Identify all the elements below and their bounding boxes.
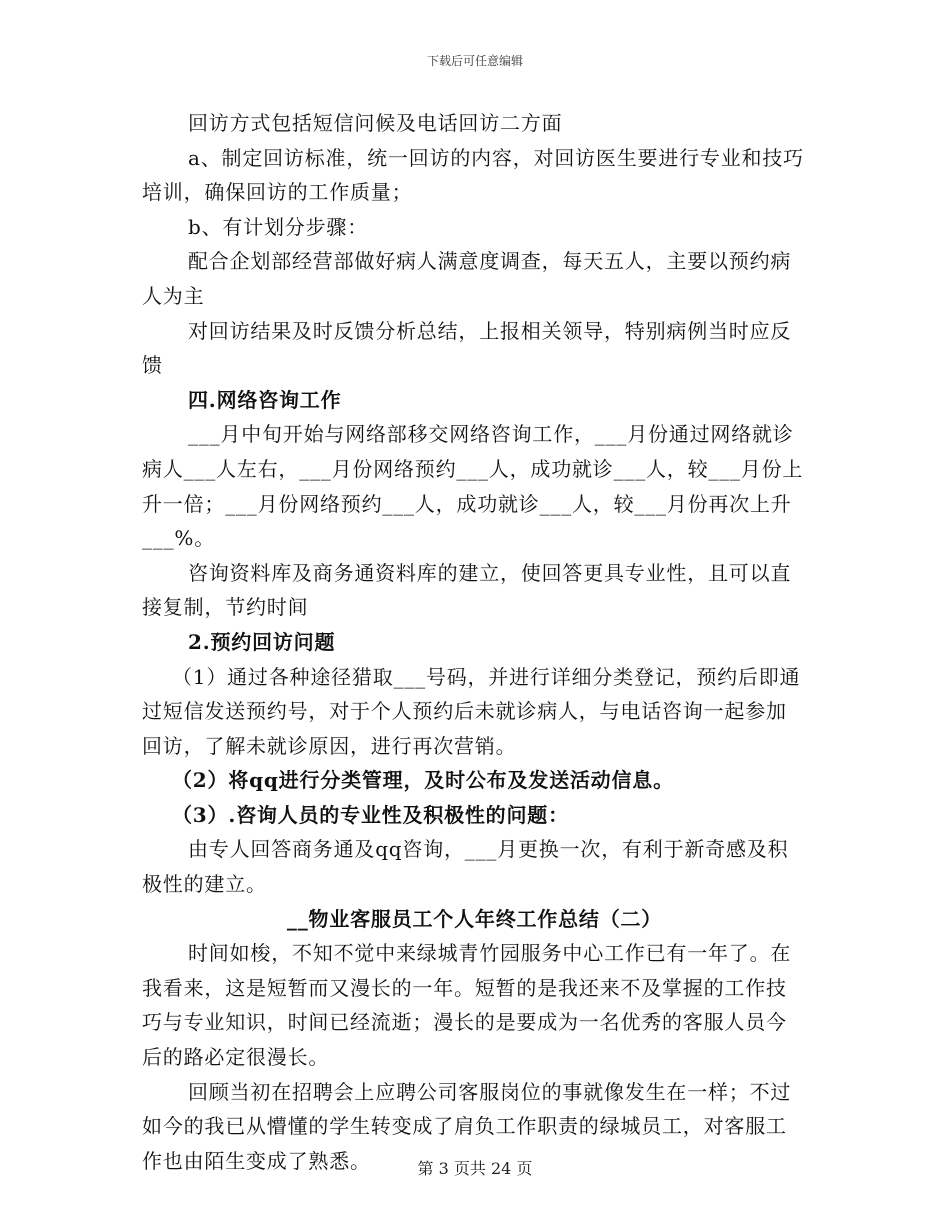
paragraph: 由专人回答商务通及qq咨询，___月更换一次，有利于新奇感及积极性的建立。 [142,837,789,897]
paragraph: ___月中旬开始与网络部移交网络咨询工作，___月份通过网络就诊病人___人左右，___月份网络预约___人，成功就诊___人，较___月份上升一倍；___月份网络预约___人，成功就诊___人，较___月份再次上升___%。 [142,422,804,551]
page-header: 下载后可任意编辑 [426,54,523,68]
paragraph: 配合企划部经营部做好病人满意度调查，每天五人，主要以预约病人为主 [142,249,792,308]
paragraph: 回顾当初在招聘会上应聘公司客服岗位的事就像发生在一样；不过如今的我已从懵懂的学生转变成了肩负工作职责的绿城员工，对客服工作也由陌生变成了熟悉。 [142,1079,792,1173]
paragraph: 回访方式包括短信问候及电话回访二方面 [188,111,563,135]
paragraph: a、制定回访标准，统一回访的内容，对回访医生要进行专业和技巧培训，确保回访的工作质量； [142,145,804,205]
article-title: __物业客服员工个人年终工作总结（二） [286,906,663,931]
section-heading: 四.网络咨询工作 [188,387,342,412]
bold-paragraph: （2）将qq进行分类管理，及时公布及发送活动信息。 [172,768,674,793]
bold-paragraph: （3）.咨询人员的专业性及积极性的问题： [172,802,569,827]
paragraph: 咨询资料库及商务通资料库的建立，使回答更具专业性，且可以直接复制，节约时间 [142,560,792,620]
paragraph: 时间如梭，不知不觉中来绿城青竹园服务中心工作已有一年了。在我看来，这是短暂而又漫长的一年。短暂的是我还来不及掌握的工作技巧与专业知识，时间已经流逝；漫长的是要成为一名优秀的客服人员今后的路必定很漫长。 [142,941,792,1070]
page-footer: 第 3 页共 24 页 [417,1159,533,1178]
paragraph: 对回访结果及时反馈分析总结，上报相关领导，特别病例当时应反馈 [142,318,792,378]
document-body [142,106,807,1178]
section-heading: 2.预约回访问题 [188,629,336,654]
paragraph: b、有计划分步骤： [188,214,369,239]
paragraph: （1）通过各种途径猎取___号码，并进行详细分类登记，预约后即通过短信发送预约号，对于个人预约后未就诊病人，与电话咨询一起参加回访，了解未就诊原因，进行再次营销。 [142,664,801,758]
